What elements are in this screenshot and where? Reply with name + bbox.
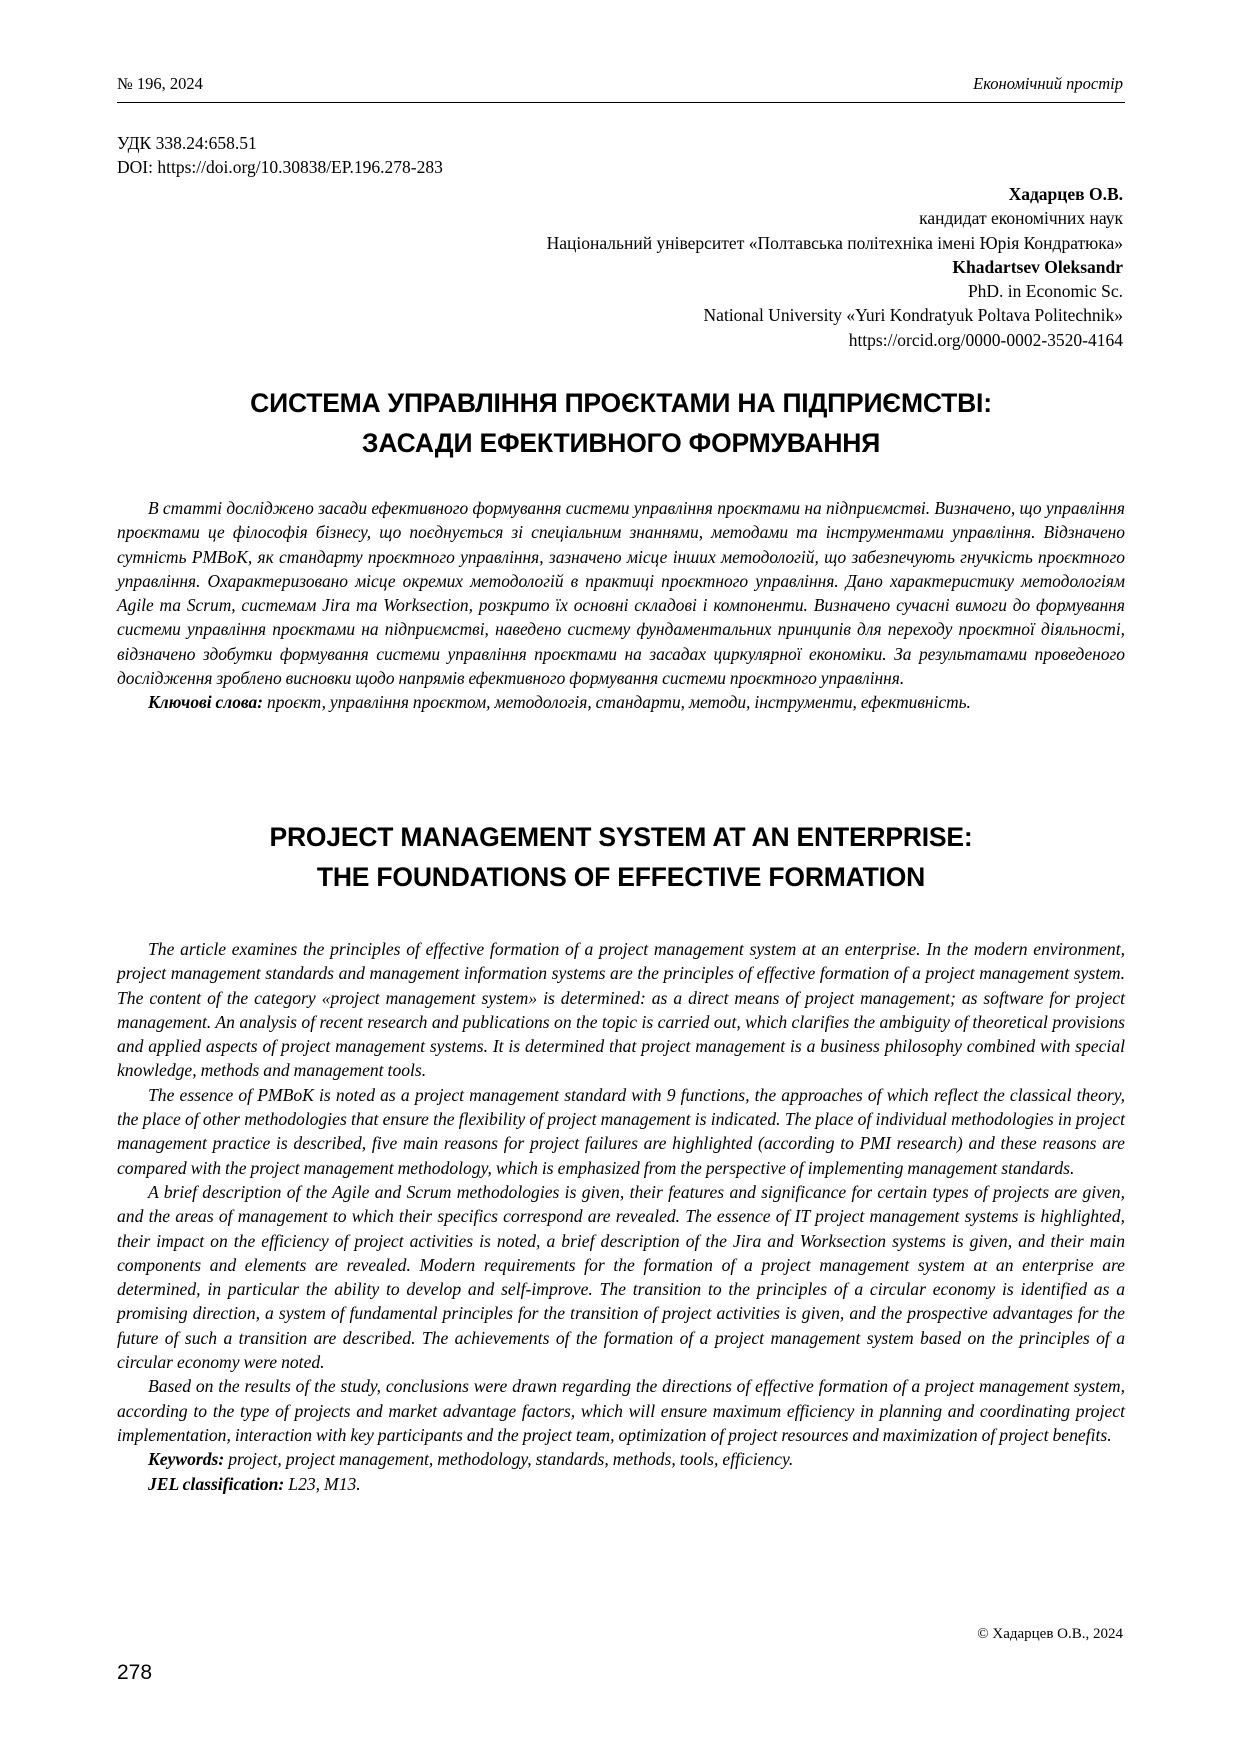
orcid-link[interactable]: https://orcid.org/0000-0002-3520-4164 — [848, 329, 1123, 350]
abstract-uk — [117, 496, 1125, 715]
author-block — [223, 182, 1123, 352]
jel-classification — [117, 1472, 1125, 1496]
author-name-uk: Хадарцев О.В. — [1008, 184, 1123, 204]
author-affiliation-en: National University «Yuri Kondratyuk Poltava Politechnik» — [703, 305, 1123, 326]
journal-page — [117, 0, 1125, 1754]
abstract-en-paragraph-4: Based on the results of the study, conclusions were drawn regarding the directions of effective formation of a project management system, according to the type of projects and market advantage factors, which will ensure maximum efficiency in planning and coordinating project implementation, interaction with key participants and the project team, optimization of project resources and maximization of project benefits. — [117, 1376, 1125, 1445]
keywords-en-label: Keywords: — [148, 1449, 225, 1470]
copyright-notice: © Хадарцев О.В., 2024 — [977, 1626, 1123, 1642]
jel-label: JEL classification: — [148, 1473, 285, 1494]
abstract-en-paragraph-3: A brief description of the Agile and Scrum methodologies is given, their features and significance for certain types of projects are given, and the areas of management to which their specifics correspond are revealed. The essence of IT project management systems is highlighted, their impact on the efficiency of project activities is noted, a brief description of the Jira and Worksection systems is given, and their main components and elements are revealed. Modern requirements for the formation of a project management system at an enterprise are determined, in particular the ability to develop and self-improve. The transition to the principles of a circular economy is identified as a promising direction, a system of fundamental principles for the transition of project activities is given, and the prospective advantages for the future of such a transition are described. The achievements of the formation of a project management system based on the principles of a circular economy were noted. — [117, 1181, 1125, 1373]
article-meta — [117, 131, 443, 179]
page-number: 278 — [117, 1661, 153, 1684]
article-title-en — [117, 817, 1125, 897]
keywords-uk-label: Ключові слова: — [148, 692, 264, 713]
title-uk-line-1: СИСТЕМА УПРАВЛІННЯ ПРОЄКТАМИ НА ПІДПРИЄМСТВІ: — [250, 388, 992, 418]
keywords-en — [117, 1447, 1125, 1471]
title-en-line-2: THE FOUNDATIONS OF EFFECTIVE FORMATION — [316, 862, 926, 892]
abstract-uk-text: В статті досліджено засади ефективного формування системи управління проєктами на підприємстві. Визначено, що управління проєктами це філософія бізнесу, що поєднується зі спеціальним знаннями, методами та інструментами управління. Відзначено сутність PMBoK, як стандарту проєктного управління, зазначено місце інших методологій, що забезпечують гнучкість проєктного управління. Охарактеризовано місце окремих методологій в практиці проєктного управління. Дано характеристику методологіям Agile та Scrum, системам Jira та Worksection, розкрито їх основні складові і компоненти. Визначено сучасні вимоги до формування системи управління проєктами на підприємстві, наведено систему фундаментальних принципів для переходу проєктної діяльності, відзначено здобутки формування системи управління проєктами на засадах циркулярної економіки. За результатами проведеного дослідження зроблено висновки щодо напрямів ефективного формування системи проєктного управління. — [117, 498, 1125, 689]
author-affiliation-uk: Національний університет «Полтавська політехніка імені Юрія Кондратюка» — [546, 232, 1123, 253]
title-uk-line-2: ЗАСАДИ ЕФЕКТИВНОГО ФОРМУВАННЯ — [361, 428, 881, 458]
jel-codes: L23, M13. — [288, 1473, 361, 1494]
author-degree-uk: кандидат економічних наук — [919, 208, 1123, 229]
udc-code: УДК 338.24:658.51 — [117, 133, 257, 153]
keywords-uk-list: проєкт, управління проєктом, методологія, стандарти, методи, інструменти, ефективність. — [267, 692, 971, 713]
abstract-en — [117, 937, 1125, 1496]
keywords-en-list: project, project management, methodology, standards, methods, tools, efficiency. — [228, 1449, 794, 1470]
doi-link[interactable]: DOI: https://doi.org/10.30838/EP.196.278-283 — [117, 157, 443, 177]
issue-number: № 196, 2024 — [117, 74, 203, 93]
journal-name: Економічний простір — [973, 74, 1123, 93]
author-degree-en: PhD. in Economic Sc. — [967, 281, 1123, 302]
running-header — [117, 74, 1125, 103]
abstract-en-paragraph-1: The article examines the principles of effective formation of a project management system at an enterprise. In the modern environment, project management standards and management information systems are the principles of effective formation of a project management system. The content of the category «project management system» is determined: as a direct means of project management; as software for project management. An analysis of recent research and publications on the topic is carried out, which clarifies the ambiguity of theoretical provisions and applied aspects of project management systems. It is determined that project management is a business philosophy combined with special knowledge, methods and management tools. — [117, 939, 1125, 1081]
abstract-en-paragraph-2: The essence of PMBoK is noted as a project management standard with 9 functions, the approaches of which reflect the classical theory, the place of other methodologies that ensure the flexibility of project management is indicated. The place of individual methodologies in project management practice is described, five main reasons for project failures are highlighted (according to PMI research) and these reasons are compared with the project management methodology, which is emphasized from the perspective of implementing management standards. — [117, 1084, 1125, 1178]
author-name-en: Khadartsev Oleksandr — [952, 256, 1123, 277]
keywords-uk — [117, 690, 1125, 714]
article-title-uk — [117, 383, 1125, 463]
title-en-line-1: PROJECT MANAGEMENT SYSTEM AT AN ENTERPRISE: — [269, 822, 973, 852]
